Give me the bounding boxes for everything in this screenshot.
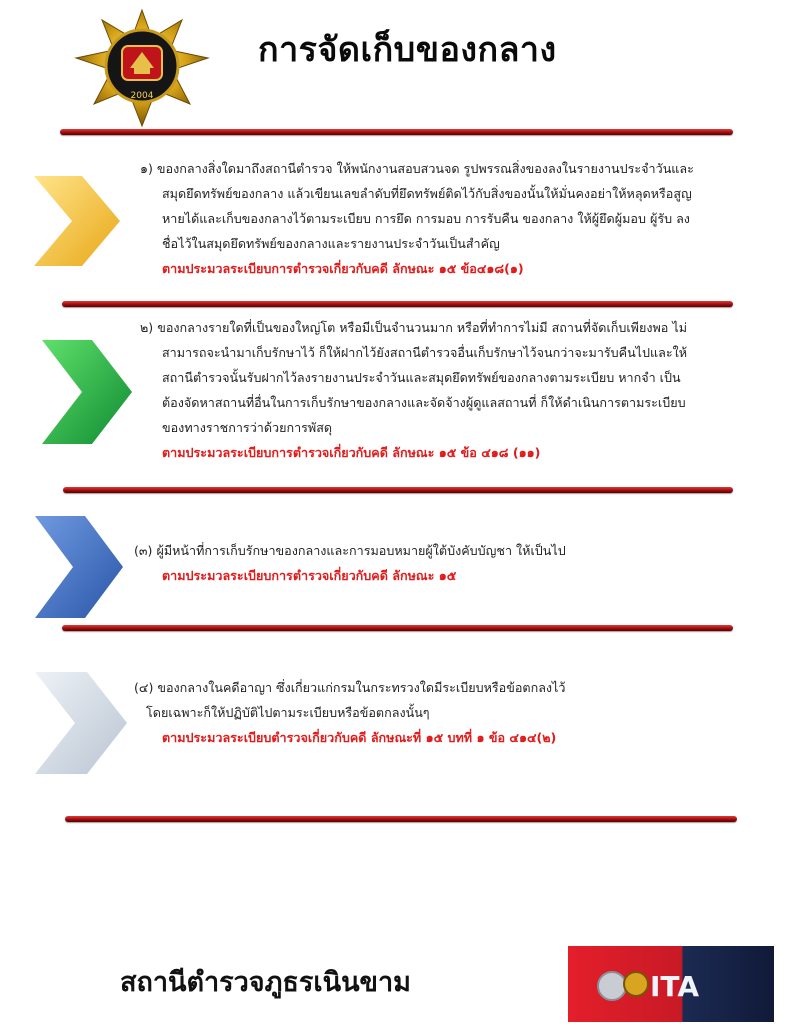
text-line: สามารถจะนำมาเก็บรักษาไว้ ก็ให้ฝากไว้ยังสถานีตำรวจอื่นเก็บรักษาไว้จนกว่าจะมารับคืนไปและให้ xyxy=(162,345,688,360)
chevron-green-icon xyxy=(42,340,132,444)
divider-rule xyxy=(60,129,733,135)
section-4-text xyxy=(134,675,565,750)
text-line: (๔) ของกลางในคดีอาญา ซึ่งเกี่ยวแก่กรมในกระทรวงใดมีระเบียบหรือข้อตกลงไว้ xyxy=(134,680,566,695)
svg-text:ITA: ITA xyxy=(650,970,700,1003)
chevron-yellow-icon xyxy=(34,176,120,266)
text-line: ต้องจัดหาสถานที่อื่นในการเก็บรักษาของกลางและจัดจ้างผู้ดูแลสถานที่ ก็ให้ดำเนินการตามระเบียบ xyxy=(162,395,686,410)
chevron-gray-icon xyxy=(35,672,127,774)
ita-badge-logo xyxy=(568,946,774,1022)
section-2-text xyxy=(140,315,687,465)
section-1-text xyxy=(140,156,694,281)
divider-rule xyxy=(65,816,737,822)
divider-rule xyxy=(63,487,733,493)
station-name: สถานีตำรวจภูธรเนินขาม xyxy=(120,967,411,998)
text-line: โดยเฉพาะก็ให้ปฏิบัติไปตามระเบียบหรือข้อตกลงนั้นๆ xyxy=(146,705,430,720)
regulation-reference: ตามประมวลระเบียบการตำรวจเกี่ยวกับคดี ลักษณะ ๑๕ xyxy=(162,568,457,583)
regulation-reference: ตามประมวลระเบียบการตำรวจเกี่ยวกับคดี ลักษณะ ๑๕ ข้อ ๔๑๘ (๑๑) xyxy=(162,445,541,460)
regulation-reference: ตามประมวลระเบียบการตำรวจเกี่ยวกับคดี ลักษณะ ๑๕ ข้อ๔๑๘(๑) xyxy=(162,261,524,276)
regulation-reference: ตามประมวลระเบียบตำรวจเกี่ยวกับคดี ลักษณะที่ ๑๕ บทที่ ๑ ข้อ ๔๑๔(๒) xyxy=(162,730,557,745)
text-line: (๓) ผู้มีหน้าที่การเก็บรักษาของกลางและการมอบหมายผู้ใต้บังคับบัญชา ให้เป็นไป xyxy=(134,543,566,558)
text-line: ชื่อไว้ในสมุดยึดทรัพย์ของกลางและรายงานประจำวันเป็นสำคัญ xyxy=(162,236,500,251)
divider-rule xyxy=(62,301,733,307)
page-title: การจัดเก็บของกลาง xyxy=(258,30,557,70)
svg-text:2004: 2004 xyxy=(130,91,154,101)
divider-rule xyxy=(62,625,733,631)
text-line: สถานีตำรวจนั้นรับฝากไว้ลงรายงานประจำวันและสมุดยึดทรัพย์ของกลางตามระเบียบ หากจำ เป็น xyxy=(162,370,681,385)
section-3-text xyxy=(134,538,566,588)
text-line: หายได้และเก็บของกลางไว้ตามระเบียบ การยึด การมอบ การรับคืน ของกลาง ให้ผู้ยึดผู้มอบ ผู้รับ ลง xyxy=(162,211,690,226)
text-line: ๒) ของกลางรายใดที่เป็นของใหญ่โต หรือมีเป็นจำนวนมาก หรือที่ทำการไม่มี สถานที่จัดเก็บเพียงพอ ไม่ xyxy=(140,320,688,335)
police-emblem-logo xyxy=(72,8,212,128)
text-line: ๑) ของกลางสิ่งใดมาถึงสถานีตำรวจ ให้พนักงานสอบสวนจด รูปพรรณสิ่งของลงในรายงานประจำวันและ xyxy=(140,161,694,176)
text-line: สมุดยึดทรัพย์ของกลาง แล้วเขียนเลขลำดับที่ยึดทรัพย์ติดไว้กับสิ่งของนั้นให้มั่นคงอย่าให้หลุดหรือสูญ xyxy=(162,186,692,201)
text-line: ของทางราชการว่าด้วยการพัสดุ xyxy=(162,420,333,435)
chevron-blue-icon xyxy=(35,516,123,618)
